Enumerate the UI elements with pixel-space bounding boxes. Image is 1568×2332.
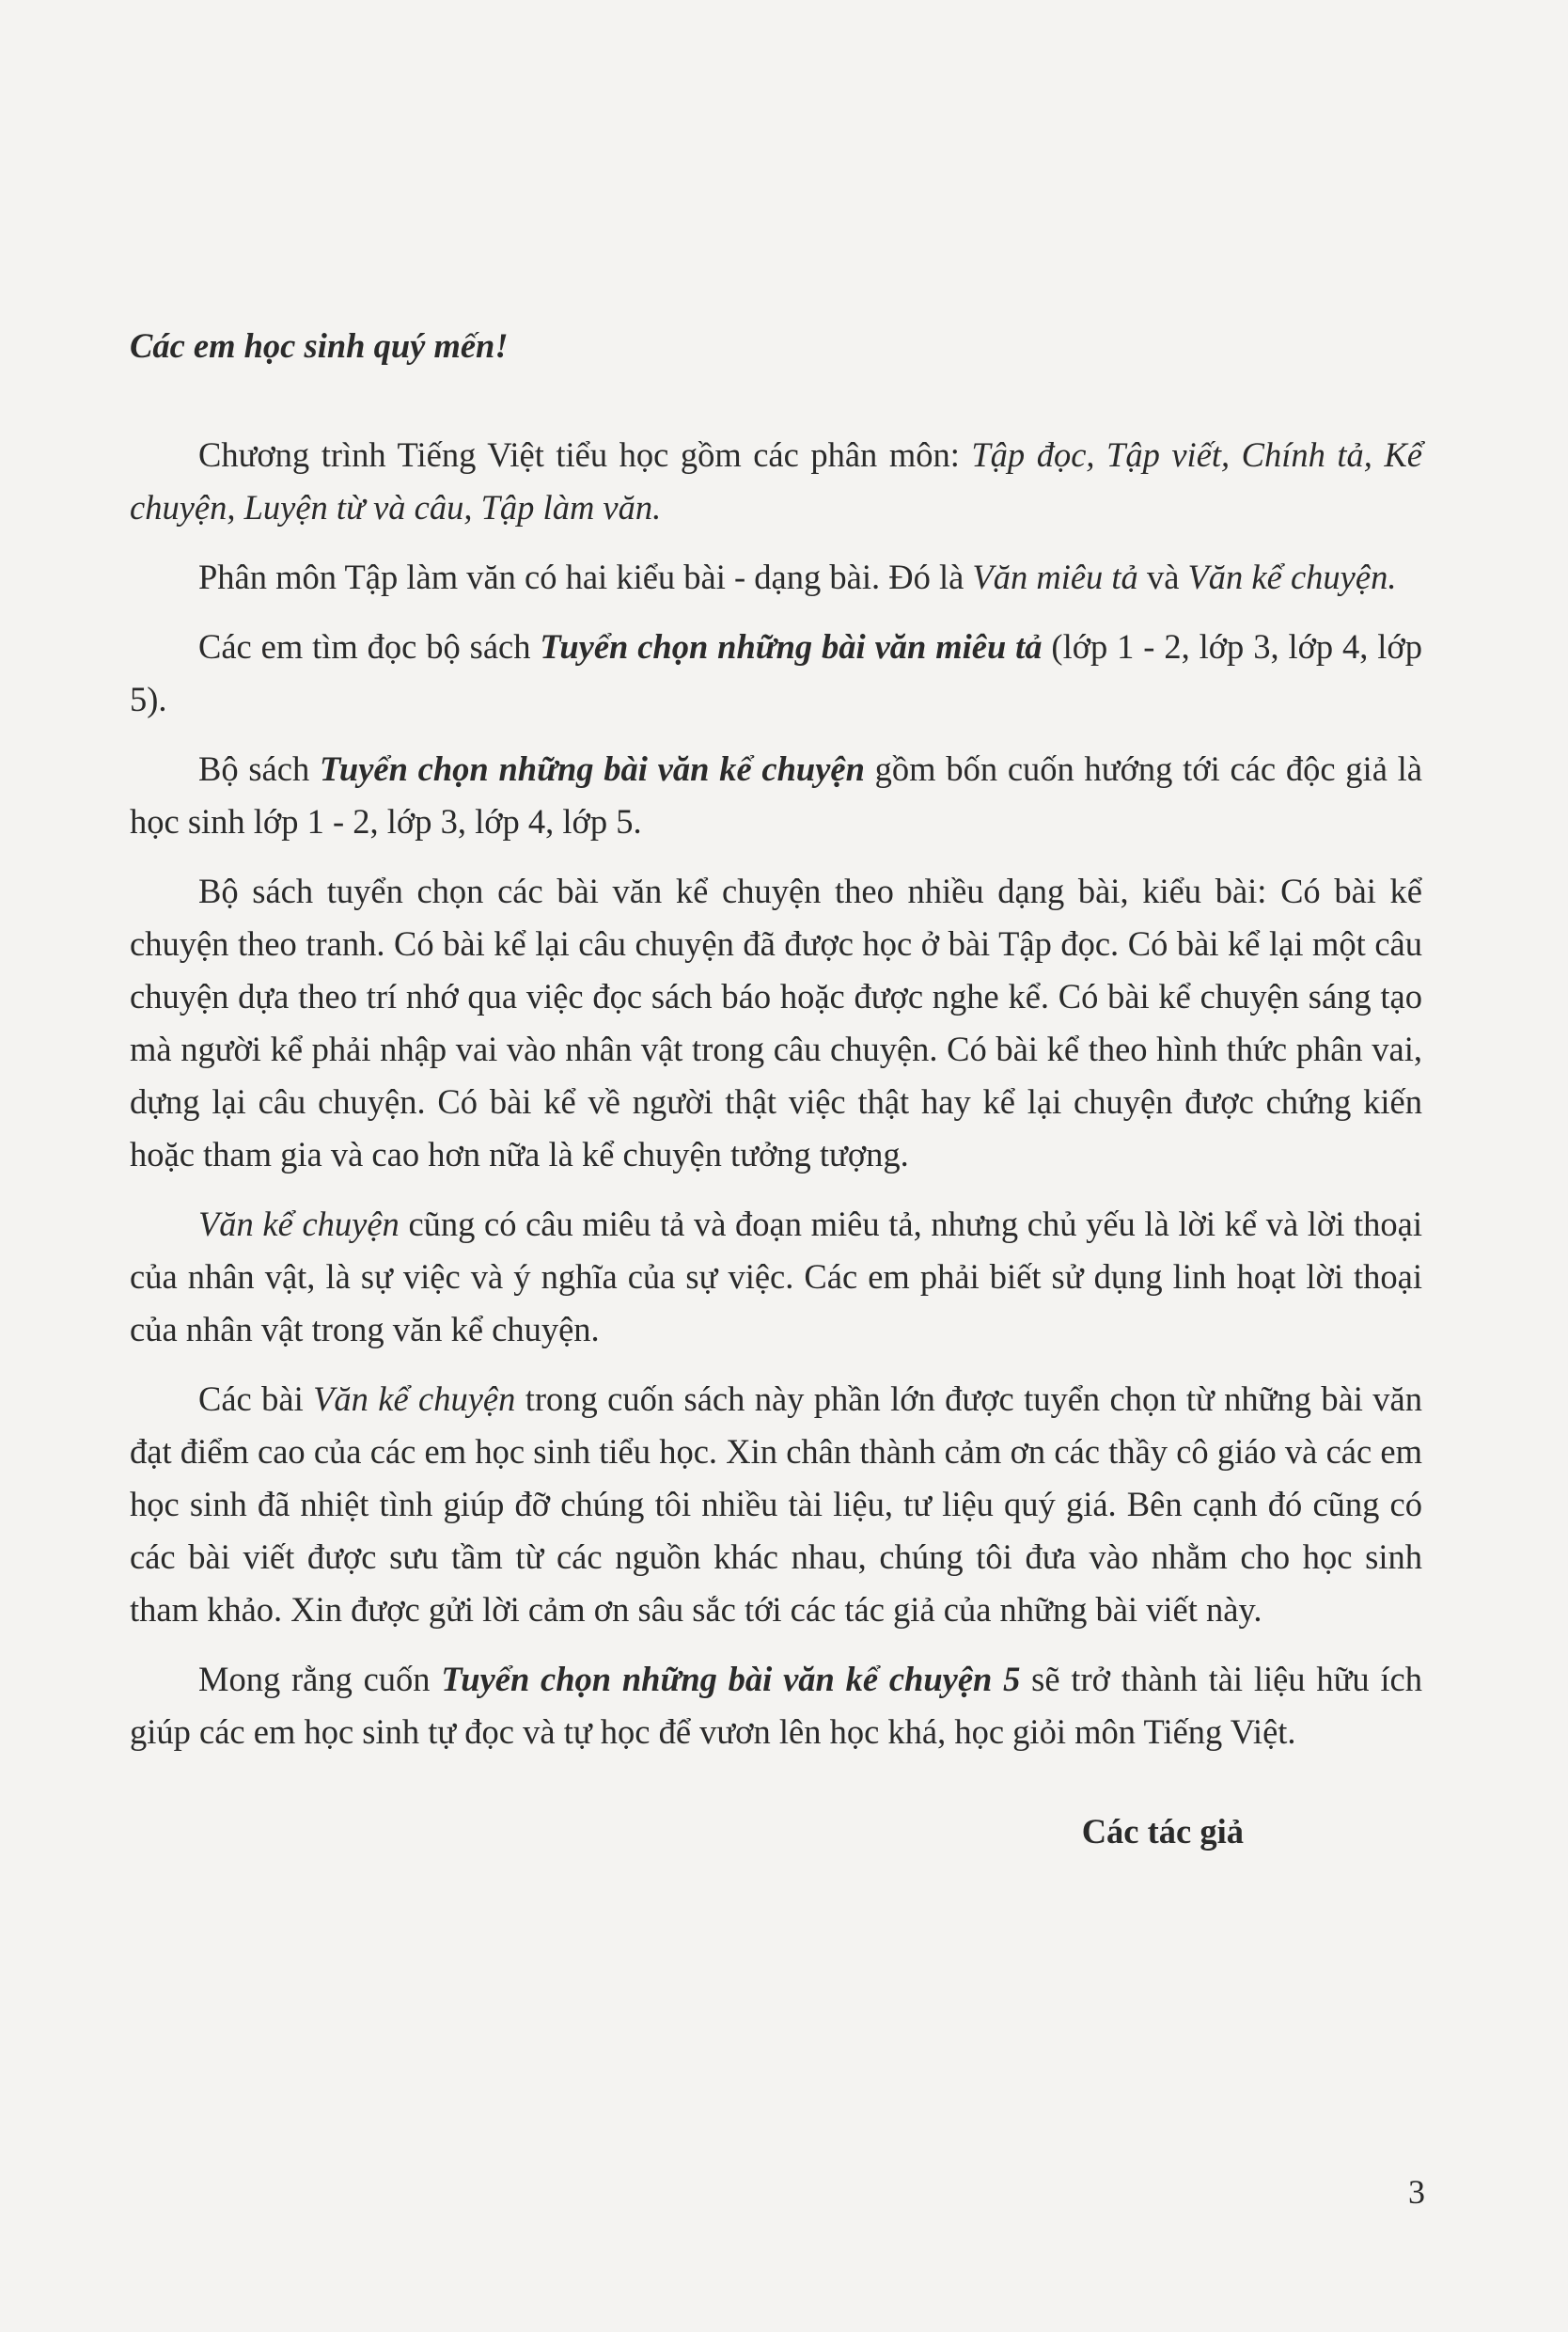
genre-descriptive: Văn miêu tả: [972, 558, 1138, 596]
paragraph-4-text-b: gồm bốn cuốn hướng tới các độc giả là học sinh lớp 1 - 2, lớp 3, lớp 4, lớp 5.: [130, 749, 1422, 841]
genre-narrative: Văn kể chuyện.: [1187, 558, 1397, 596]
subject-list: Tập đọc, Tập viết, Chính tả, Kể chuyện, Luyện từ và câu, Tập làm văn.: [130, 435, 1422, 527]
book-title-narrative: Tuyển chọn những bài văn kể chuyện: [319, 749, 865, 788]
paragraph-4: [130, 743, 1422, 848]
book-title-grade5: Tuyển chọn những bài văn kể chuyện 5: [441, 1660, 1021, 1698]
paragraph-8-text-b: sẽ trở thành tài liệu hữu ích giúp các em học sinh tự đọc và tự học để vươn lên học khá, học giỏi môn Tiếng Việt.: [130, 1660, 1422, 1751]
paragraph-2-text-a: Phân môn Tập làm văn có hai kiểu bài - dạng bài. Đó là: [198, 558, 973, 596]
paragraph-6-text: cũng có câu miêu tả và đoạn miêu tả, nhưng chủ yếu là lời kể và lời thoại của nhân vật, là sự việc và ý nghĩa của sự việc. Các em phải biết sử dụng linh hoạt lời thoại của nhân vật trong văn kể chuyện.: [130, 1205, 1422, 1348]
paragraph-5: Bộ sách tuyển chọn các bài văn kể chuyện theo nhiều dạng bài, kiểu bài: Có bài kể chuyện theo tranh. Có bài kể lại câu chuyện đã được học ở bài Tập đọc. Có bài kể lại một câu chuyện dựa theo trí nhớ qua việc đọc sách báo hoặc được nghe kể. Có bài kể chuyện sáng tạo mà người kể phải nhập vai vào nhân vật trong câu chuyện. Có bài kể theo hình thức phân vai, dựng lại câu chuyện. Có bài kể về người thật việc thật hay kể lại chuyện được chứng kiến hoặc tham gia và cao hơn nữa là kể chuyện tưởng tượng.: [130, 872, 1422, 1174]
genre-narrative-term: Văn kể chuyện: [198, 1205, 400, 1243]
signature: Các tác giả: [1081, 1812, 1244, 1851]
book-title-descriptive: Tuyển chọn những bài văn miêu tả: [540, 627, 1043, 666]
paragraph-3-text-b: (lớp 1 - 2, lớp 3, lớp 4, lớp 5).: [130, 627, 1422, 718]
paragraph-4-text-a: Bộ sách: [198, 749, 320, 788]
page-number: 3: [1408, 2173, 1425, 2211]
paragraph-7-text-a: Các bài: [198, 1379, 314, 1418]
paragraph-6: [130, 1198, 1422, 1356]
paragraph-8-text-a: Mong rằng cuốn: [198, 1660, 442, 1698]
paragraph-1: [130, 429, 1422, 534]
paragraph-8: [130, 1653, 1422, 1758]
paragraph-1-intro: Chương trình Tiếng Việt tiểu học gồm các phân môn:: [198, 435, 972, 474]
paragraph-3-text-a: Các em tìm đọc bộ sách: [198, 627, 541, 666]
paragraph-7-text-b: trong cuốn sách này phần lớn được tuyển chọn từ những bài văn đạt điểm cao của các em học sinh tiểu học. Xin chân thành cảm ơn các thầy cô giáo và các em học sinh đã nhiệt tình giúp đỡ chúng tôi nhiều tài liệu, tư liệu quý giá. Bên cạnh đó cũng có các bài viết được sưu tầm từ các nguồn khác nhau, chúng tôi đưa vào nhằm cho học sinh tham khảo. Xin được gửi lời cảm ơn sâu sắc tới các tác giả của những bài viết này.: [130, 1379, 1422, 1629]
salutation: Các em học sinh quý mến!: [130, 326, 509, 365]
paragraph-2-text-b: và: [1137, 558, 1188, 596]
paragraph-2: [130, 551, 1422, 604]
genre-narrative-term-2: Văn kể chuyện: [313, 1379, 516, 1418]
paragraph-7: [130, 1373, 1422, 1636]
preface-body: [130, 320, 1422, 1858]
paragraph-3: [130, 621, 1422, 726]
